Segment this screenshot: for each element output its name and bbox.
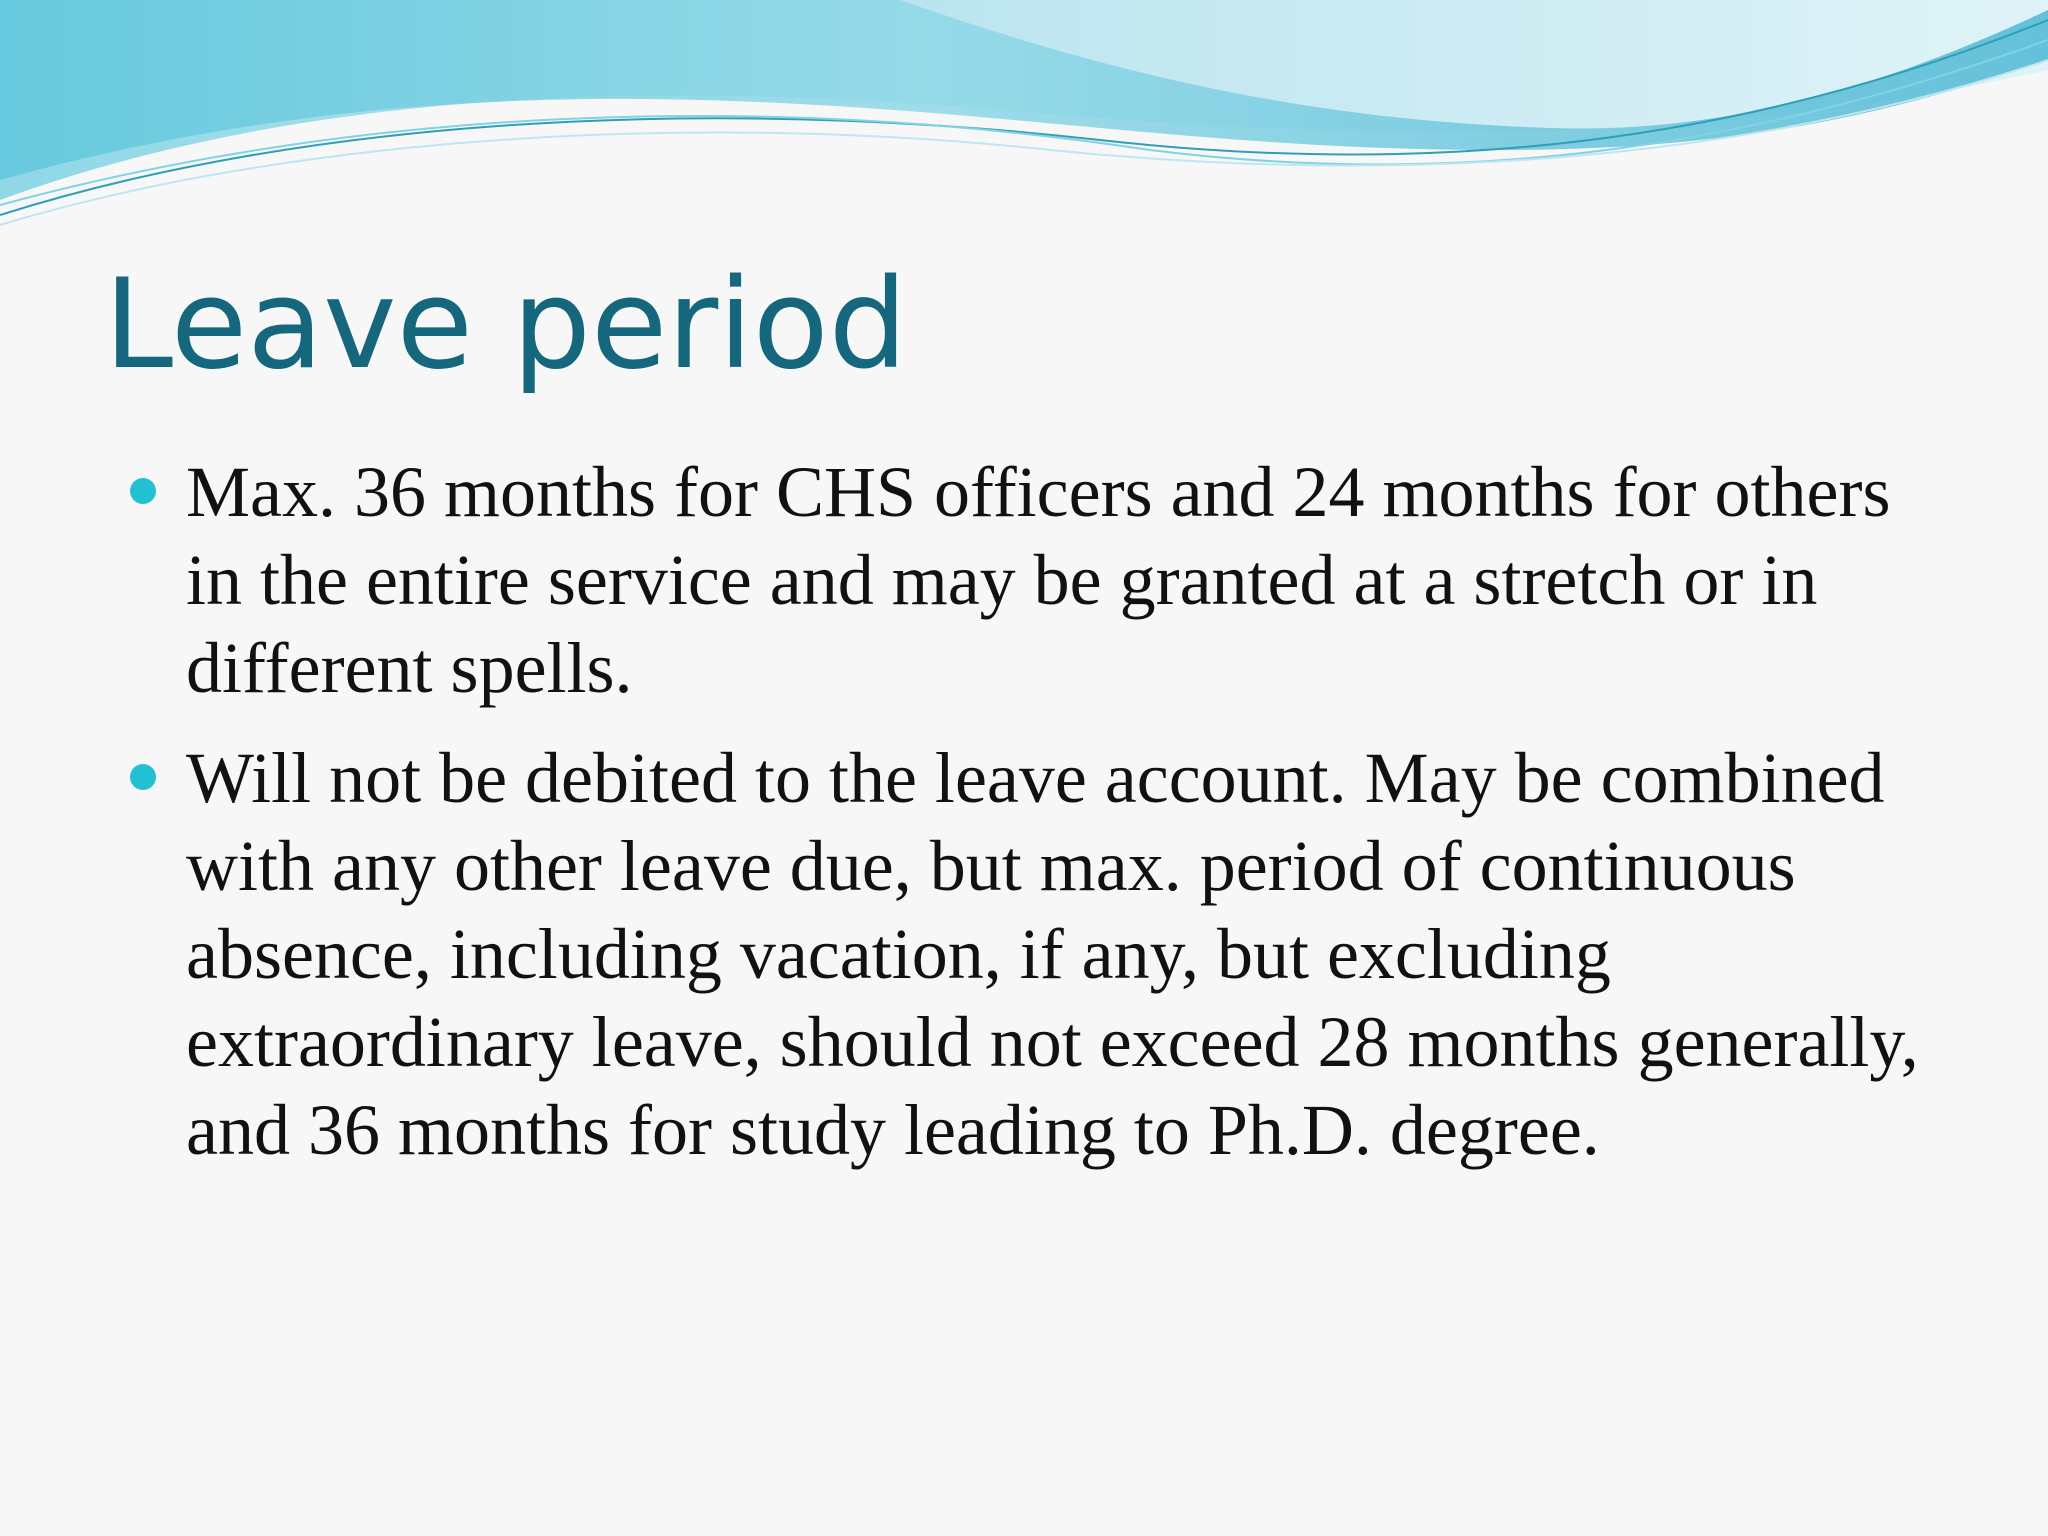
bullet-list: [130, 448, 1960, 1196]
bullet-item: [130, 734, 1960, 1174]
bullet-dot-icon: [130, 478, 156, 504]
slide-title: Leave period: [104, 253, 908, 397]
bullet-text: Max. 36 months for CHS officers and 24 months for others in the entire service and may be granted at a stretch or in different spells.: [186, 452, 1891, 708]
bullet-text: Will not be debited to the leave account. May be combined with any other leave due, but max. period of continuous absence, including vacation, if any, but excluding extraordinary leave, should not exceed 28 months generally, and 36 months for study leading to Ph.D. degree.: [186, 738, 1919, 1170]
header-wave-decoration: [0, 0, 2048, 240]
bullet-dot-icon: [130, 764, 156, 790]
bullet-item: [130, 448, 1960, 712]
